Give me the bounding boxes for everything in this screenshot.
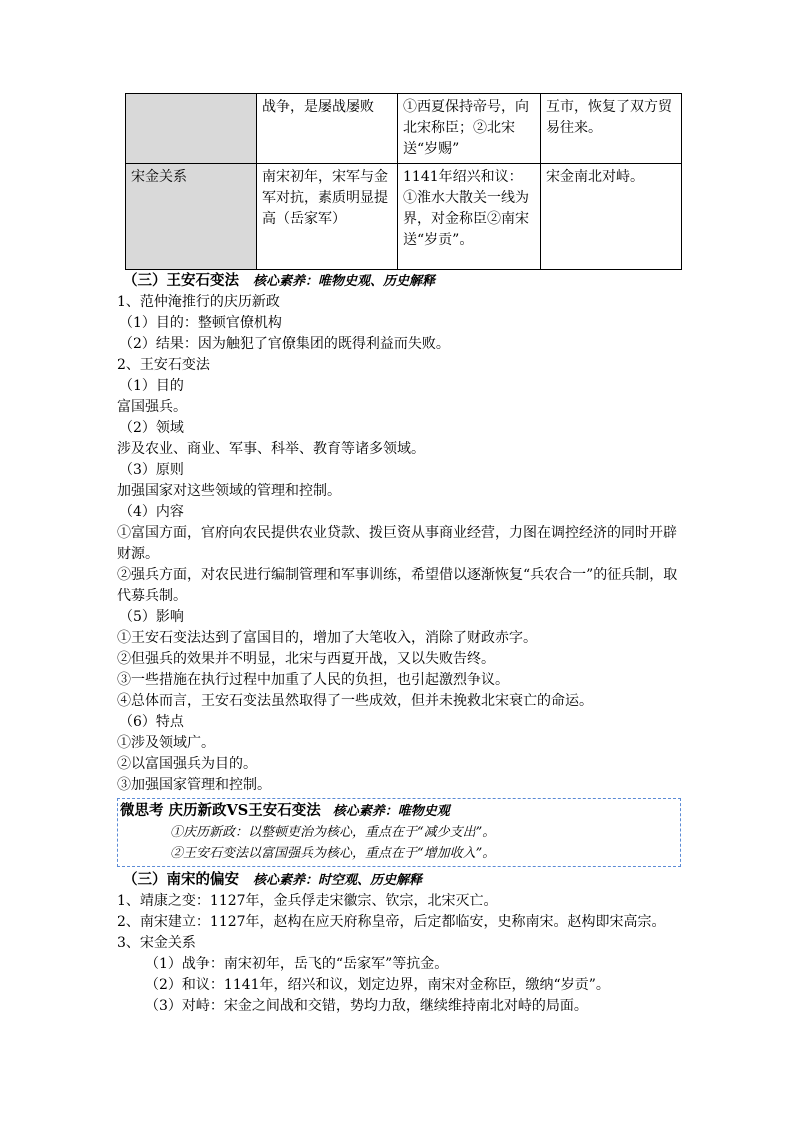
- treaty-cell: 1141年绍兴和议：①淮水大散关一线为界，对金称臣②南宋送“岁贡”。: [398, 164, 541, 270]
- think-box-title-text: 微思考 庆历新政VS王安石变法: [120, 802, 321, 819]
- text-line: 加强国家对这些领域的管理和控制。: [117, 483, 341, 499]
- core-literacy-label: 核心素养：时空观、历史解释: [253, 873, 423, 888]
- think-box-line: ②王安石变法以富国强兵为核心，重点在于“增加收入”。: [170, 846, 496, 861]
- text-line: ③加强国家管理和控制。: [117, 777, 271, 793]
- text-line: ③一些措施在执行过程中加重了人民的负担，也引起激烈争议。: [117, 672, 509, 688]
- text-line: （2）领域: [119, 420, 184, 436]
- song-relations-table: [125, 93, 682, 270]
- text-line: （6）特点: [119, 714, 184, 730]
- section-title-reform: [123, 270, 681, 292]
- text-line: （4）内容: [119, 504, 184, 520]
- text-line: （1）目的：整顿官僚机构: [119, 315, 282, 331]
- text-line: 3、宋金关系: [117, 935, 196, 951]
- think-box-line: ①庆历新政：以整顿吏治为核心，重点在于“减少支出”。: [170, 825, 496, 840]
- section-title-text: （三）南宋的偏安: [123, 871, 239, 888]
- text-line: ②但强兵的效果并不明显，北宋与西夏开战，又以失败告终。: [117, 651, 495, 667]
- text-line: 富国强兵。: [117, 399, 187, 415]
- text-line: （3）原则: [119, 462, 184, 478]
- text-paragraph: 2、南宋建立：1127年，赵构在应天府称皇帝，后定都临安，史称南宋。赵构即宋高宗。: [117, 914, 666, 930]
- text-line: （2）和议：1141年，绍兴和议，划定边界，南宋对金称臣，缴纳“岁贡”。: [145, 977, 610, 993]
- document-page: [117, 93, 681, 1017]
- table-row: [126, 164, 682, 270]
- text-line: （1）目的: [119, 378, 184, 394]
- text-line: （2）结果：因为触犯了官僚集团的既得利益而失败。: [119, 336, 450, 352]
- text-line: 1、靖康之变：1127年，金兵俘走宋徽宗、钦宗，北宋灭亡。: [117, 893, 498, 909]
- row-label-cell: [126, 94, 257, 164]
- text-line: ①涉及领域广。: [117, 735, 215, 751]
- text-line: ②以富国强兵为目的。: [117, 756, 257, 772]
- section-title-south: [123, 869, 681, 891]
- text-line: （3）对峙：宋金之间战和交错，势均力敌，继续维持南北对峙的局面。: [145, 998, 588, 1014]
- think-box: [117, 798, 681, 867]
- think-box-title: [120, 800, 680, 822]
- text-line: 涉及农业、商业、军事、科举、教育等诸多领域。: [117, 441, 425, 457]
- result-cell: 宋金南北对峙。: [541, 164, 682, 270]
- south-content: [117, 891, 681, 1017]
- treaty-cell: ①西夏保持帝号，向北宋称臣；②北宋送“岁赐”: [398, 94, 541, 164]
- reform-content: [117, 292, 681, 796]
- text-line: ①王安石变法达到了富国目的，增加了大笔收入，消除了财政赤字。: [117, 630, 537, 646]
- section-title-text: （三）王安石变法: [123, 272, 239, 289]
- result-cell: 互市，恢复了双方贸易往来。: [541, 94, 682, 164]
- situation-cell: 南宋初年，宋军与金军对抗，素质明显提高（岳家军）: [257, 164, 398, 270]
- situation-cell: 战争，是屡战屡败: [257, 94, 398, 164]
- core-literacy-label: 核心素养：唯物史观、历史解释: [253, 274, 436, 289]
- text-line: ④总体而言，王安石变法虽然取得了一些成效，但并未挽救北宋衰亡的命运。: [117, 693, 593, 709]
- row-label-cell: 宋金关系: [126, 164, 257, 270]
- table-row: [126, 94, 682, 164]
- text-line: （1）战争：南宋初年，岳飞的“岳家军”等抗金。: [145, 956, 449, 972]
- text-line: 2、王安石变法: [117, 357, 210, 373]
- text-paragraph: ②强兵方面，对农民进行编制管理和军事训练，希望借以逐渐恢复“兵农合一”的征兵制，取代募兵制。: [117, 567, 678, 604]
- core-literacy-label: 核心素养：唯物史观: [332, 804, 450, 819]
- text-paragraph: ①富国方面，官府向农民提供农业贷款、拨巨资从事商业经营，力图在调控经济的同时开辟财源。: [117, 525, 677, 562]
- text-line: 1、范仲淹推行的庆历新政: [117, 294, 280, 310]
- text-line: （5）影响: [119, 609, 184, 625]
